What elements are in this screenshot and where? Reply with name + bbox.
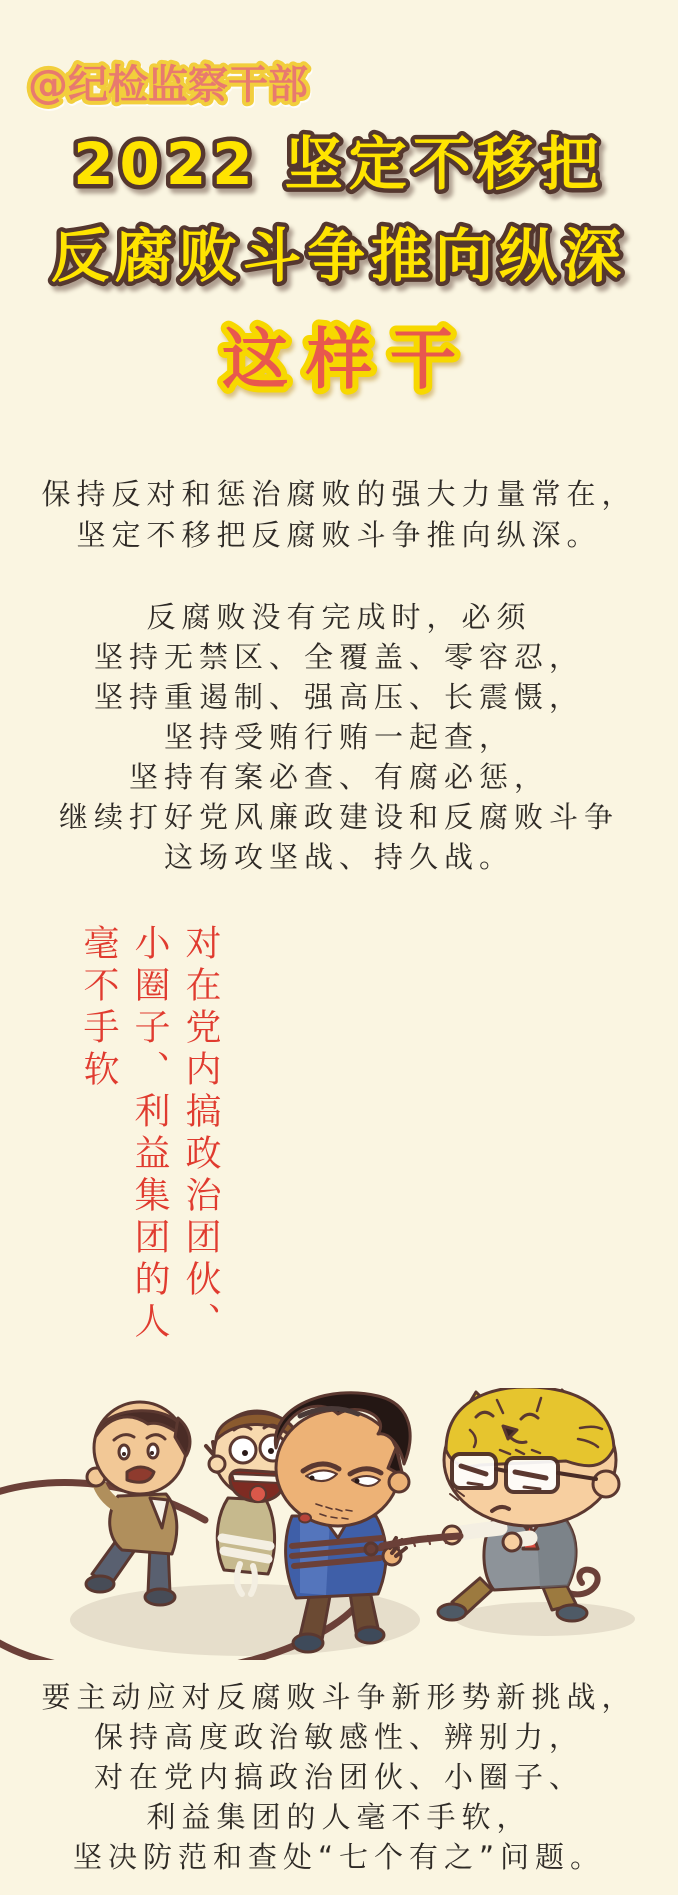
- vertical-slogan-column-3: 毫不手软: [78, 924, 119, 1092]
- intro-line: 保持反对和惩治腐败的强大力量常在，: [41, 477, 637, 511]
- principles-line: 这场攻坚战、持久战。: [163, 840, 514, 874]
- title-line-2-text: 反腐败斗争推向纵深: [50, 222, 628, 290]
- vertical-slogan-column-1: 对在党内搞政治团伙、: [180, 924, 221, 1344]
- closing-line: 保持高度政治敏感性、辨别力，: [93, 1720, 584, 1754]
- title-line-2: [0, 212, 678, 300]
- title-line-1-text: 2022 坚定不移把: [73, 130, 605, 198]
- closing-line: 要主动应对反腐败斗争新形势新挑战，: [41, 1680, 637, 1714]
- tiger-hat-inspector: [438, 1388, 619, 1621]
- closing-line: 对在党内搞政治团伙、小圈子、: [93, 1760, 584, 1794]
- title-line-3-text: 这样干: [222, 321, 474, 398]
- principles-line: 坚持有案必查、有腐必惩，: [128, 760, 549, 794]
- principles-line: 反腐败没有完成时，必须: [146, 600, 532, 634]
- intro-paragraph: [0, 474, 678, 556]
- author-watermark: [18, 48, 378, 118]
- intro-line: 坚定不移把反腐败斗争推向纵深。: [76, 518, 602, 552]
- tug-of-war-illustration: [0, 1388, 678, 1660]
- closing-line: 坚决防范和查处“七个有之”问题。: [72, 1840, 606, 1874]
- principles-paragraph: [0, 597, 678, 877]
- title-line-1: [0, 120, 678, 208]
- principles-line: 继续打好党风廉政建设和反腐败斗争: [58, 800, 619, 834]
- closing-line: 利益集团的人毫不手软，: [146, 1800, 532, 1834]
- author-watermark-text: @纪检监察干部: [28, 62, 308, 108]
- closing-paragraph: [0, 1677, 678, 1877]
- title-line-3: [0, 312, 678, 412]
- principles-line: 坚持重遏制、强高压、长震慑，: [93, 680, 584, 714]
- vertical-slogan: [78, 924, 226, 1344]
- vertical-slogan-column-2: 小圈子、利益集团的人: [129, 924, 170, 1344]
- principles-line: 坚持无禁区、全覆盖、零容忍，: [93, 640, 584, 674]
- principles-line: 坚持受贿行贿一起查，: [163, 720, 514, 754]
